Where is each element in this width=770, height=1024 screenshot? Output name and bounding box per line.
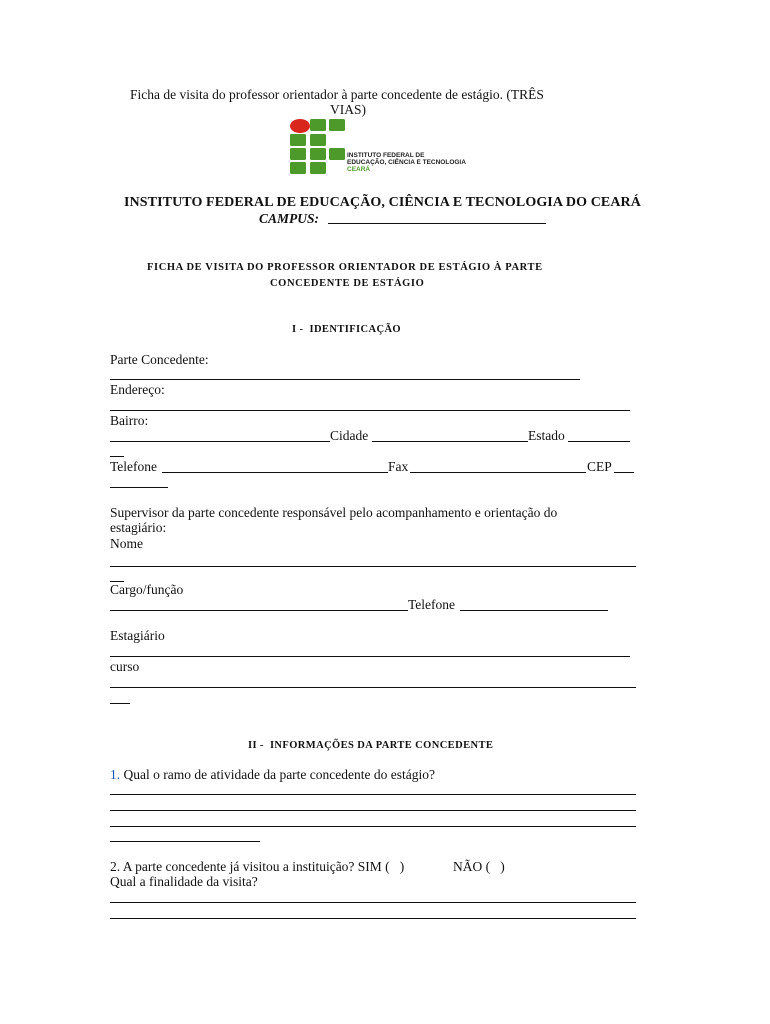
bairro-label: Bairro:: [110, 413, 149, 428]
question-2-nao-option[interactable]: NÃO ( ): [453, 859, 505, 874]
logo-square: [290, 148, 306, 160]
telefone2-label: Telefone: [408, 597, 456, 612]
estagiario-label: Estagiário: [110, 628, 165, 643]
header-line-2: VIAS): [330, 102, 366, 117]
campus-label: CAMPUS:: [259, 211, 320, 226]
question-1: [110, 767, 435, 782]
curso-line-wrap[interactable]: [110, 703, 130, 704]
telefone2-line[interactable]: [460, 610, 608, 611]
form-title-line-2: CONCEDENTE DE ESTÁGIO: [270, 278, 425, 289]
answer-2-line[interactable]: [110, 902, 636, 903]
answer-1-line[interactable]: [110, 794, 636, 795]
curso-label: curso: [110, 659, 140, 674]
logo-square: [290, 134, 306, 146]
answer-2-line[interactable]: [110, 918, 636, 919]
cidade-label: Cidade: [330, 428, 369, 443]
cep-line-wrap[interactable]: [110, 487, 168, 488]
nome-label: Nome: [110, 536, 143, 551]
estagiario-line[interactable]: [110, 656, 630, 657]
campus-fill-line[interactable]: [328, 223, 546, 224]
cep-label: CEP: [587, 459, 612, 474]
cargo-line[interactable]: [110, 610, 408, 611]
form-title-line-1: FICHA DE VISITA DO PROFESSOR ORIENTADOR DE ESTÁGIO À PARTE: [147, 262, 543, 273]
supervisor-text-line-2: estagiário:: [110, 520, 167, 535]
logo-square: [290, 162, 306, 174]
telefone-line[interactable]: [162, 472, 388, 473]
logo-square: [310, 134, 326, 146]
section-2-heading: II - INFORMAÇÕES DA PARTE CONCEDENTE: [248, 740, 494, 751]
logo-square: [329, 148, 345, 160]
endereco-label: Endereço:: [110, 382, 165, 397]
supervisor-text-line-1: Supervisor da parte concedente responsável pelo acompanhamento e orientação do: [110, 505, 558, 520]
estado-line-wrap[interactable]: [110, 456, 124, 457]
answer-1-line[interactable]: [110, 841, 260, 842]
fax-line[interactable]: [410, 472, 586, 473]
logo-red-circle: [290, 119, 310, 133]
curso-line[interactable]: [110, 687, 636, 688]
parte-concedente-line[interactable]: [110, 379, 580, 380]
cidade-line[interactable]: [372, 441, 528, 442]
logo-square: [310, 162, 326, 174]
cep-line[interactable]: [614, 472, 634, 473]
question-1-number: 1.: [110, 767, 121, 782]
estado-label: Estado: [528, 428, 565, 443]
cargo-label: Cargo/função: [110, 582, 184, 597]
nome-line[interactable]: [110, 566, 636, 567]
question-2-followup: Qual a finalidade da visita?: [110, 874, 258, 889]
institution-title: INSTITUTO FEDERAL DE EDUCAÇÃO, CIÊNCIA E TECNOLOGIA DO CEARÁ: [124, 195, 641, 210]
logo-wordmark: INSTITUTO FEDERAL DE EDUCAÇÃO, CIÊNCIA E TECNOLOGIA CEARÁ: [347, 152, 466, 173]
question-2: 2. A parte concedente já visitou a instituição? SIM ( ): [110, 859, 405, 874]
section-1-heading: I - IDENTIFICAÇÃO: [292, 324, 402, 335]
logo-square: [329, 119, 345, 131]
logo-square: [310, 119, 326, 131]
answer-1-line[interactable]: [110, 826, 636, 827]
logo-square: [310, 148, 326, 160]
bairro-line[interactable]: [110, 441, 330, 442]
parte-concedente-label: Parte Concedente:: [110, 352, 209, 367]
telefone-label: Telefone: [110, 459, 158, 474]
header-line-1: Ficha de visita do professor orientador à parte concedente de estágio. (TRÊS: [130, 87, 544, 102]
estado-line[interactable]: [568, 441, 630, 442]
fax-label: Fax: [388, 459, 409, 474]
endereco-line[interactable]: [110, 410, 630, 411]
question-1-text: Qual o ramo de atividade da parte concedente do estágio?: [120, 767, 435, 782]
institution-logo: [290, 119, 490, 175]
answer-1-line[interactable]: [110, 810, 636, 811]
